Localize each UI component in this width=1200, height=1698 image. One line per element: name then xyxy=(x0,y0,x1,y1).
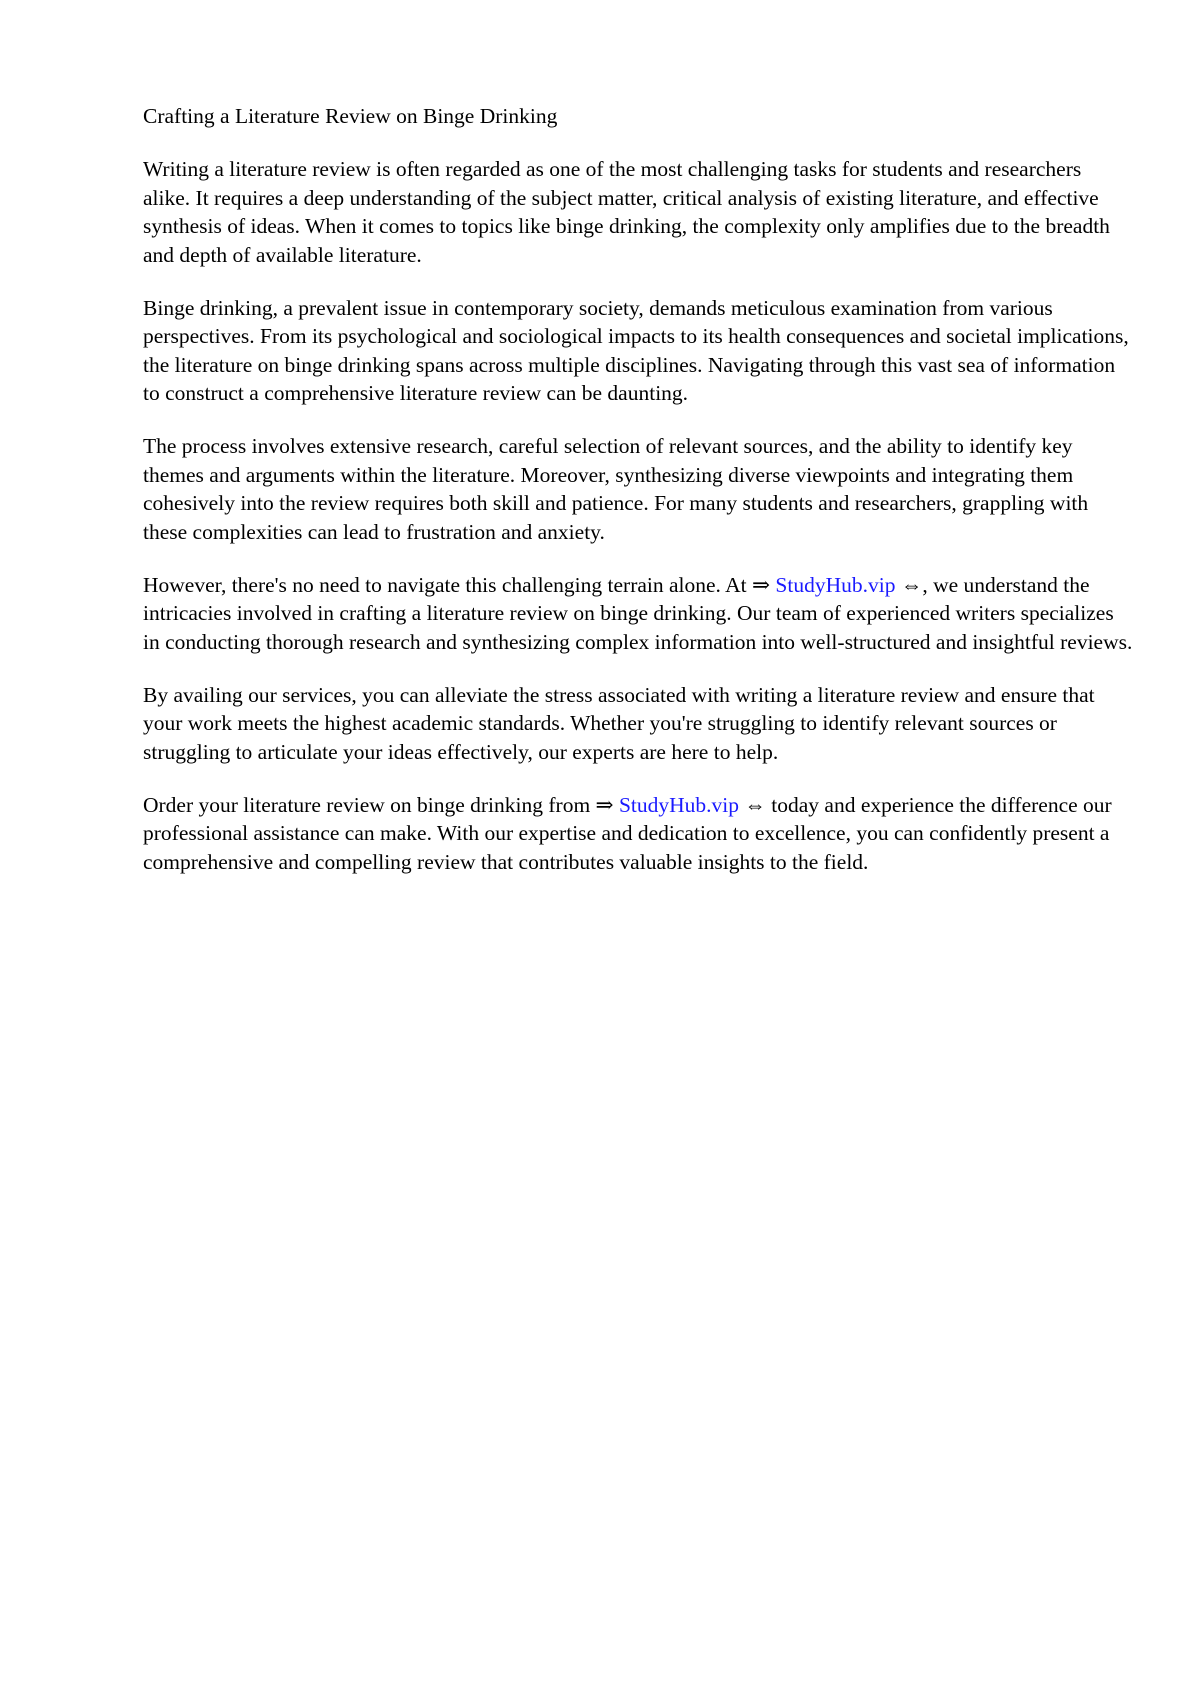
studyhub-link[interactable]: StudyHub.vip xyxy=(775,572,896,597)
paragraph-text: ⇔, we understand the intricacies involved in crafting a literature review on binge drinking. Our team of experienced writers specializes in conducting thorough research and synthesizing complex information into well-structured and insightful reviews. xyxy=(143,572,1133,654)
paragraph-studyhub-intro xyxy=(143,571,1133,657)
document-body xyxy=(143,102,1133,901)
paragraph-process: The process involves extensive research, careful selection of relevant sources, and the ability to identify key themes and arguments within the literature. Moreover, synthesizing diverse viewpoints and integrating them cohesively into the review requires both skill and patience. For many students and researchers, grappling with these complexities can lead to frustration and anxiety. xyxy=(143,434,1089,544)
paragraph-order xyxy=(143,791,1133,877)
studyhub-link[interactable]: StudyHub.vip xyxy=(618,792,740,817)
paragraph-text: Order your literature review on binge drinking from ⇒ xyxy=(143,792,619,817)
paragraph-services: By availing our services, you can alleviate the stress associated with writing a literature review and ensure that your work meets the highest academic standards. Whether you're struggling to identify relevant sources or struggling to articulate your ideas effectively, our experts are here to help. xyxy=(143,682,1095,764)
paragraph-text: ⇔ today and experience the difference our professional assistance can make. With our expertise and dedication to excellence, you can confidently present a comprehensive and compelling review that contributes valuable insights to the field. xyxy=(143,792,1112,874)
paragraph-text: However, there's no need to navigate this challenging terrain alone. At ⇒ xyxy=(143,572,776,597)
document-title: Crafting a Literature Review on Binge Drinking xyxy=(143,104,558,128)
paragraph-intro: Writing a literature review is often regarded as one of the most challenging tasks for students and researchers alike. It requires a deep understanding of the subject matter, critical analysis of existing literature, and effective synthesis of ideas. When it comes to topics like binge drinking, the complexity only amplifies due to the breadth and depth of available literature. xyxy=(143,157,1110,267)
paragraph-binge-drinking: Binge drinking, a prevalent issue in contemporary society, demands meticulous examination from various perspectives. From its psychological and sociological impacts to its health consequences and societal implications, the literature on binge drinking spans across multiple disciplines. Navigating through this vast sea of information to construct a comprehensive literature review can be daunting. xyxy=(143,295,1129,405)
